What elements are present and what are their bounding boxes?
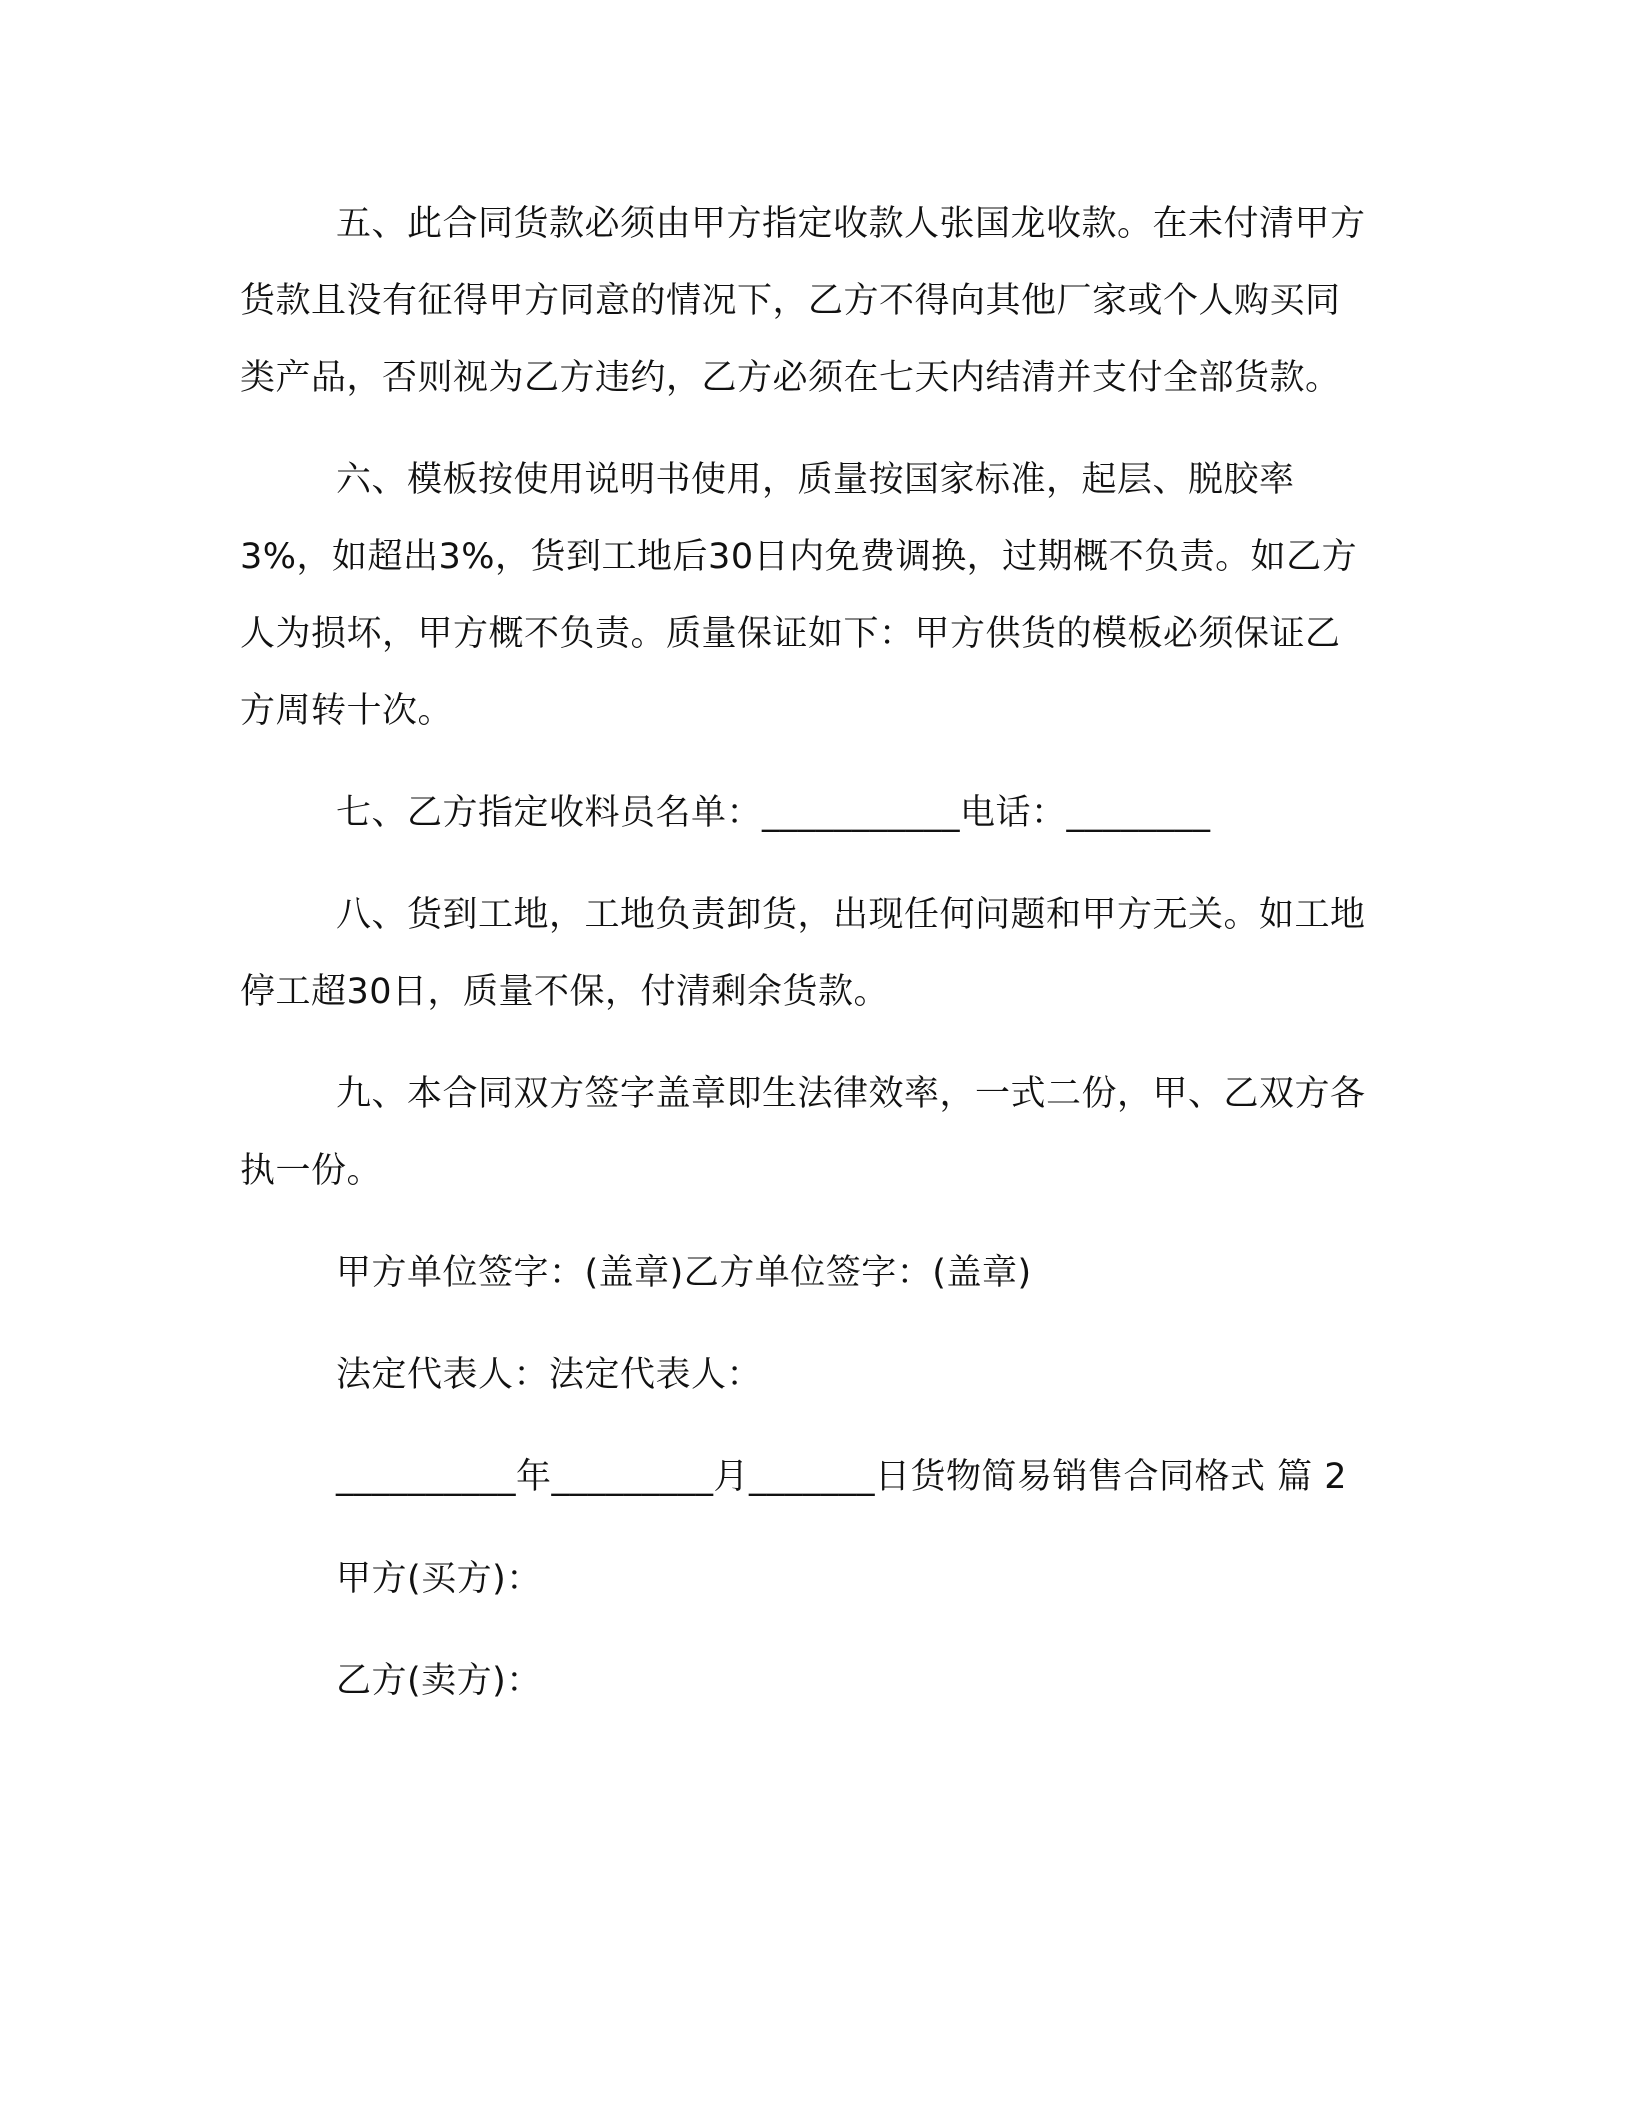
seller-line: 乙方(卖方)： [336,1661,542,1701]
clause-7: 七、乙方指定收料员名单：___________电话：________ [336,793,1211,833]
clause-9: 九、本合同双方签字盖章即生法律效率，一式二份，甲、乙双方各执一份。 [240,1074,1366,1191]
buyer-line: 甲方(买方)： [336,1559,542,1599]
date-and-heading-line: __________年_________月_______日货物简易销售合同格式 篇 2 [336,1457,1348,1497]
clause-6: 六、模板按使用说明书使用，质量按国家标准，起层、脱胶率3%，如超出3%，货到工地后30日内免费调换，过期概不负责。如乙方人为损坏，甲方概不负责。质量保证如下：甲方供货的模板必须保证乙方周转十次。 [240,460,1358,731]
clause-5: 五、此合同货款必须由甲方指定收款人张国龙收款。在未付清甲方货款且没有征得甲方同意的情况下，乙方不得向其他厂家或个人购买同类产品，否则视为乙方违约，乙方必须在七天内结清并支付全部货款。 [240,204,1366,398]
signature-line: 甲方单位签字：(盖章)乙方单位签字：(盖章) [336,1253,1032,1293]
clause-8: 八、货到工地，工地负责卸货，出现任何问题和甲方无关。如工地停工超30日，质量不保，付清剩余货款。 [240,895,1366,1012]
legal-representative-line: 法定代表人：法定代表人： [336,1355,763,1395]
document-body [240,186,1370,1745]
